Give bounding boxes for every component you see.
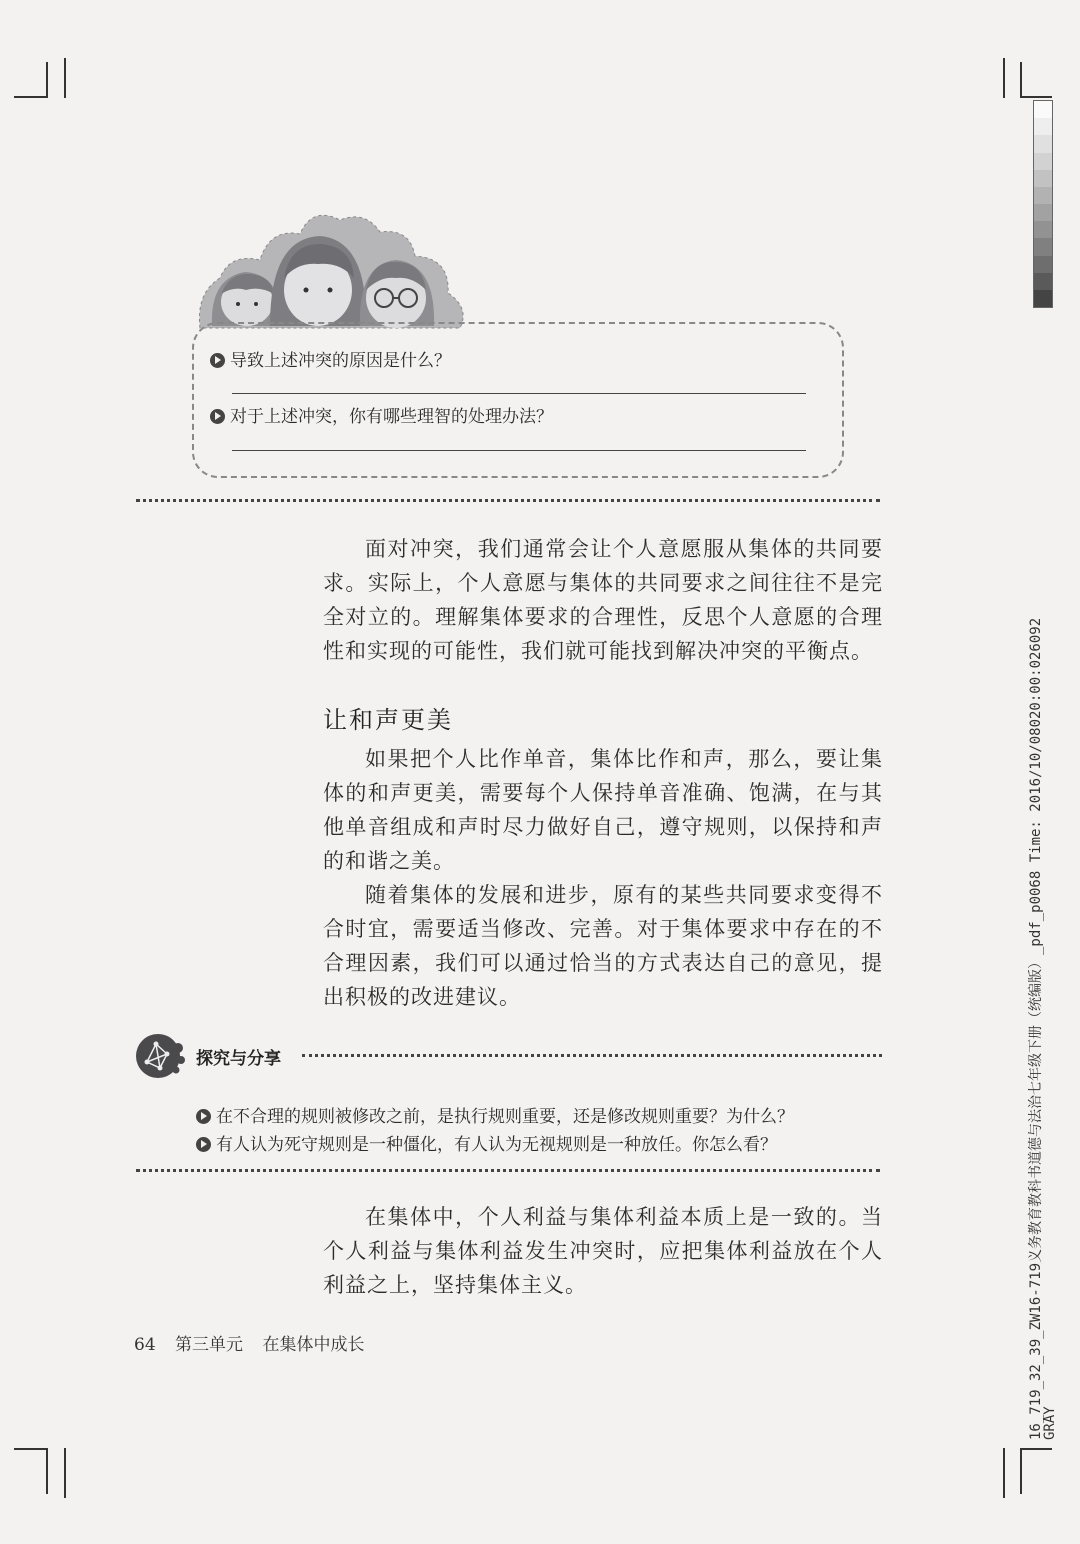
body-paragraph-4: 在集体中，个人利益与集体利益本质上是一致的。当个人利益与集体利益发生冲突时，应把集体利益放在个人利益之上，坚持集体主义。 <box>323 1205 883 1297</box>
answer-line-2[interactable] <box>232 450 806 451</box>
gray-calibration-strip <box>1033 100 1053 308</box>
section-divider <box>136 499 880 502</box>
print-info-gray: GRAY <box>1042 1406 1058 1440</box>
page-footer <box>134 1330 378 1355</box>
arrow-bullet-icon <box>210 409 225 424</box>
discussion-question-2: 对于上述冲突，你有哪些理智的处理办法？ <box>210 402 553 427</box>
explore-divider <box>302 1054 882 1057</box>
explore-question-1: 在不合理的规则被修改之前，是执行规则重要，还是修改规则重要？为什么？ <box>196 1102 794 1127</box>
section-heading: 让和声更美 <box>323 706 453 734</box>
print-info-line: 16_719_32_39_ZW16-719义务教育教科书道德与法治七年级下册（统编版）_pdf_p0068 Time: 2016/10/08020:00:026092 <box>1028 617 1044 1440</box>
body-paragraph-2: 如果把个人比作单音，集体比作和声，那么，要让集体的和声更美，需要每个人保持单音准确、饱满，在与其他单音组成和声时尽力做好自己，遵守规则，以保持和声的和谐之美。 <box>323 747 883 873</box>
body-paragraph-3: 随着集体的发展和进步，原有的某些共同要求变得不合时宜，需要适当修改、完善。对于集体要求中存在的不合理因素，我们可以通过恰当的方式表达自己的意见，提出积极的改进建议。 <box>323 883 883 1009</box>
arrow-bullet-icon <box>210 353 225 368</box>
body-paragraph-1: 面对冲突，我们通常会让个人意愿服从集体的共同要求。实际上，个人意愿与集体的共同要求之间往往不是完全对立的。理解集体要求的合理性，反思个人意愿的合理性和实现的可能性，我们就可能找到解决冲突的平衡点。 <box>323 537 883 663</box>
explore-bottom-divider <box>136 1169 880 1172</box>
page-number: 64 <box>134 1335 156 1355</box>
arrow-bullet-icon <box>196 1137 211 1152</box>
unit-title: 在集体中成长 <box>262 1335 365 1355</box>
unit-label: 第三单元 <box>175 1335 244 1355</box>
children-illustration <box>190 198 480 338</box>
explore-question-2: 有人认为死守规则是一种僵化，有人认为无视规则是一种放任。你怎么看？ <box>196 1130 777 1155</box>
explore-share-icon <box>134 1028 188 1082</box>
explore-share-title: 探究与分享 <box>196 1049 281 1069</box>
arrow-bullet-icon <box>196 1109 211 1124</box>
answer-line-1[interactable] <box>232 393 806 394</box>
discussion-question-1: 导致上述冲突的原因是什么？ <box>210 346 451 371</box>
